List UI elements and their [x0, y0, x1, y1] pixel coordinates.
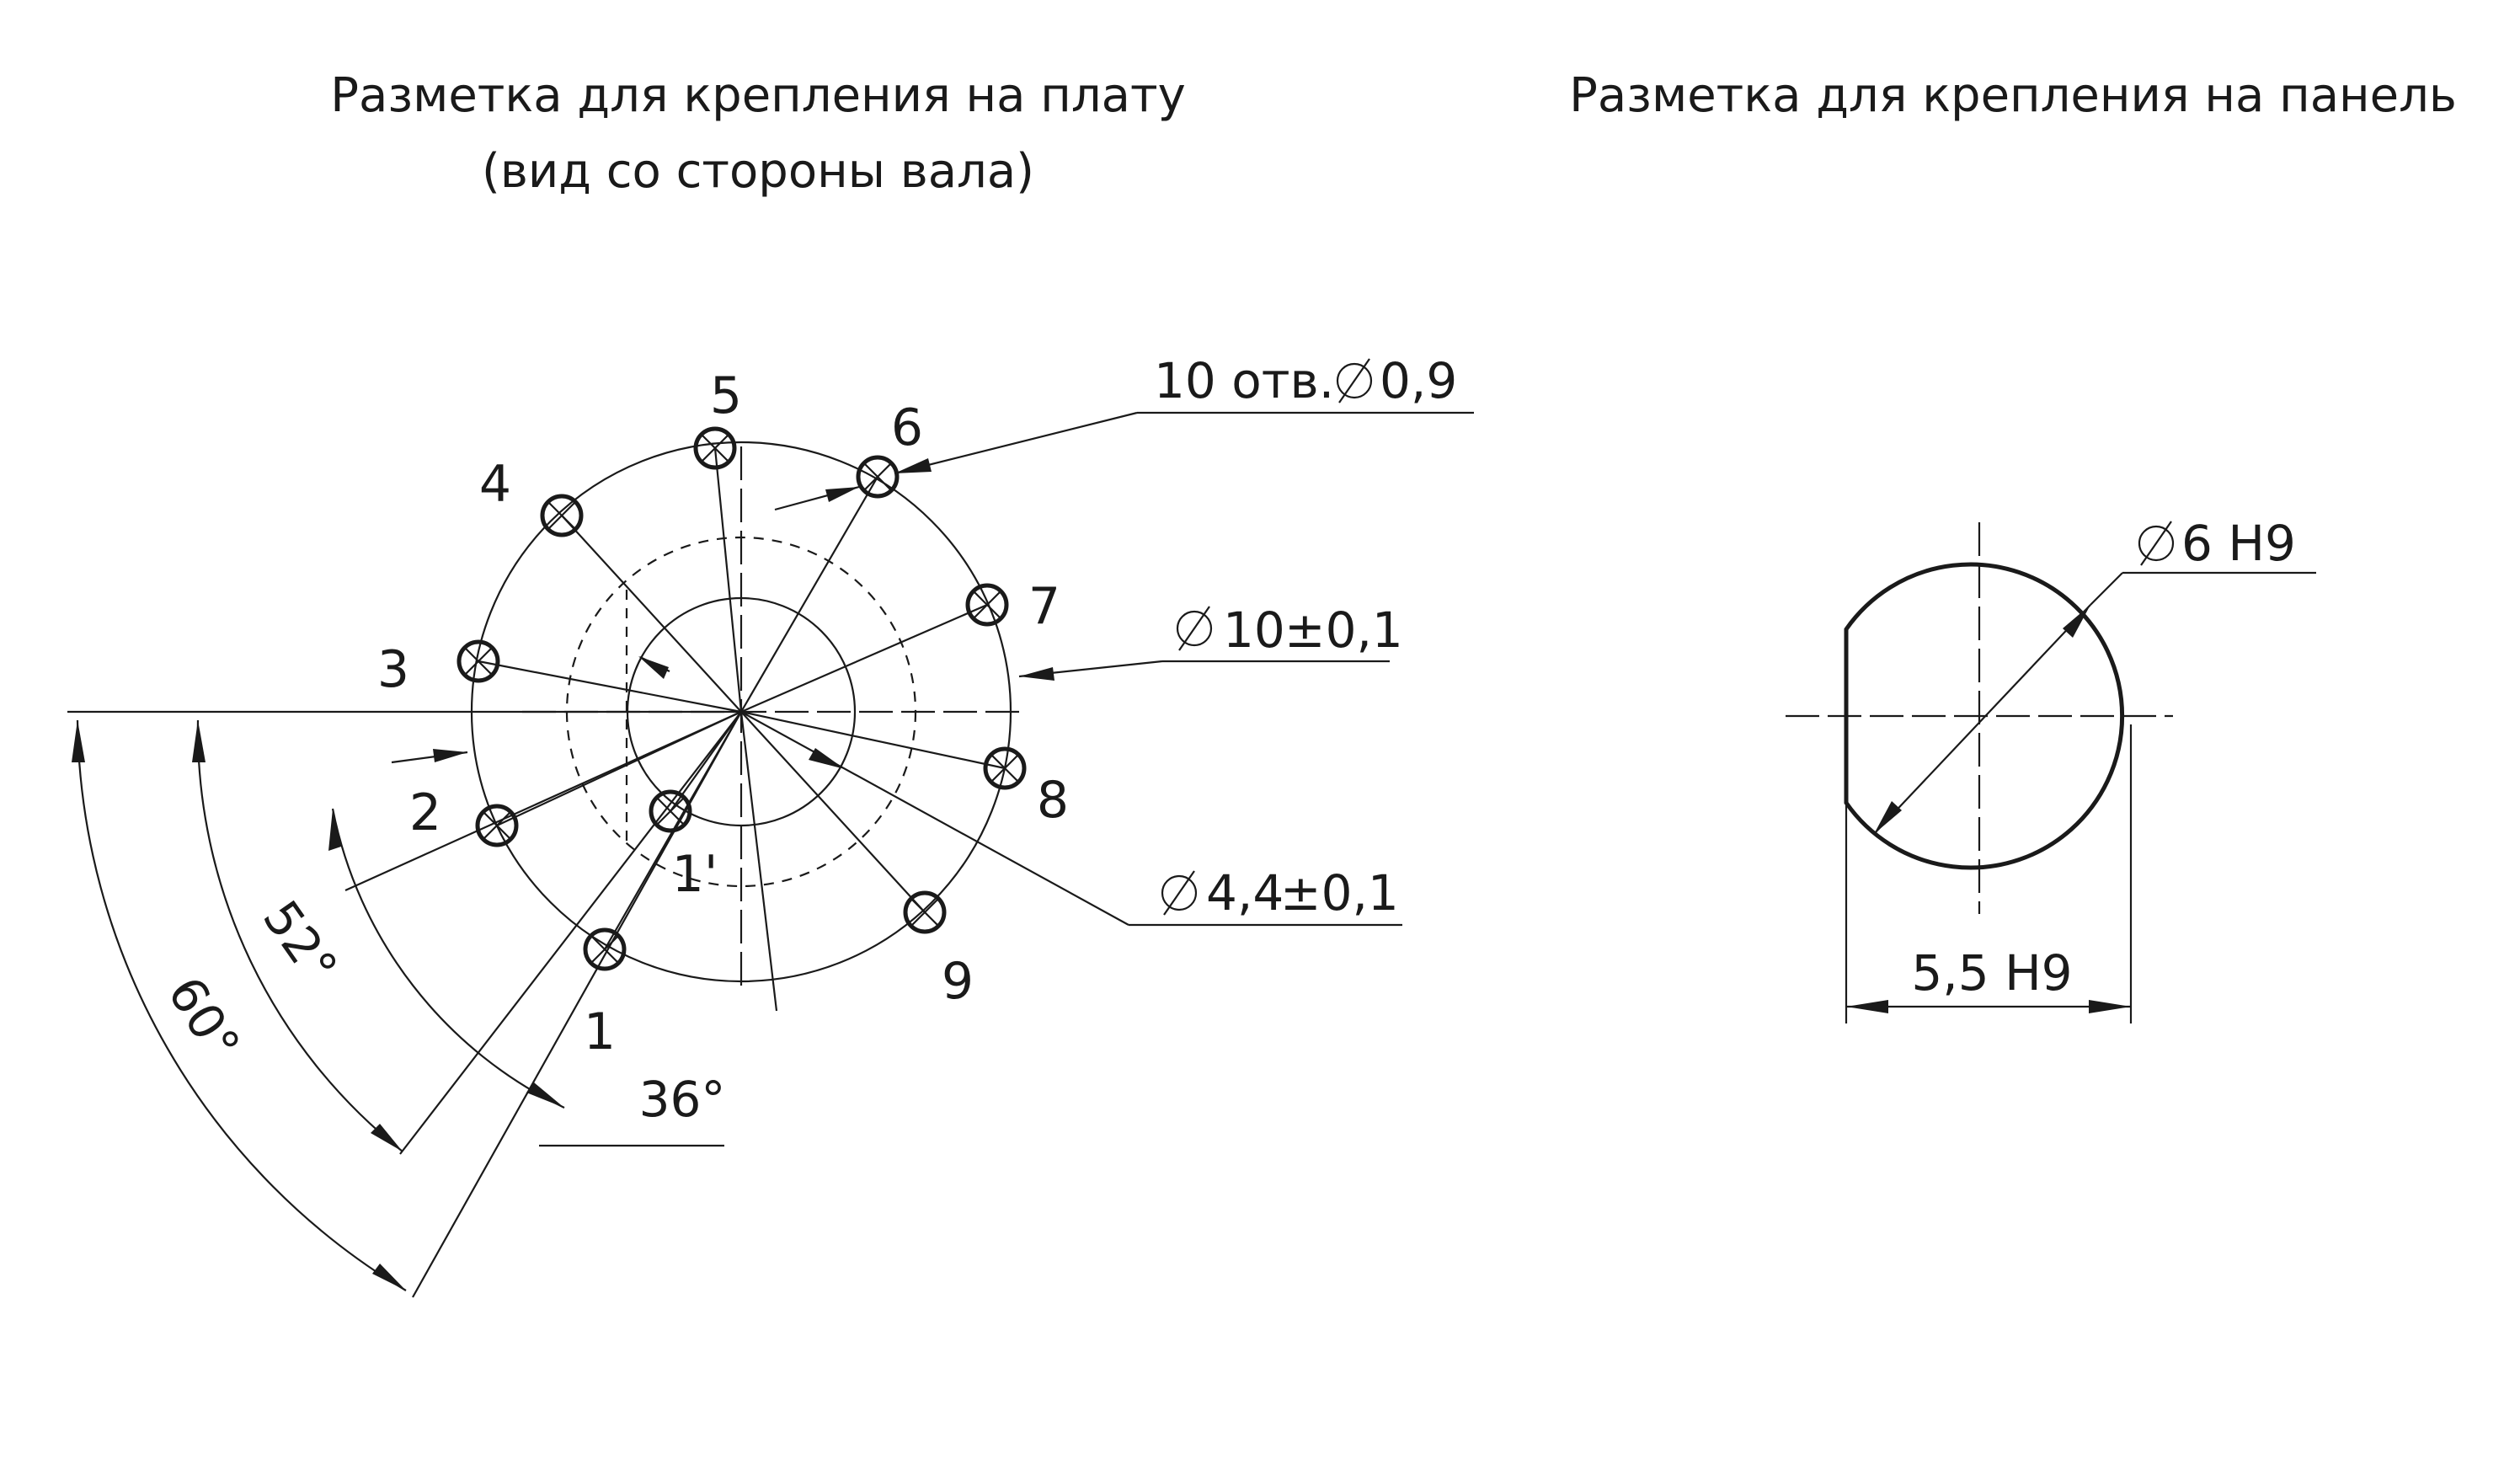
angle-36-arc — [333, 809, 564, 1108]
hole-7 — [968, 585, 1006, 624]
hole-3 — [459, 642, 498, 681]
diameter-4-4-tolerance: ±0,1 — [1280, 864, 1399, 922]
board-mount-view — [67, 68, 1474, 1297]
angle-36-label: 36° — [638, 1071, 726, 1128]
hole-6 — [858, 457, 897, 496]
panel-width-value: 5,5 Н9 — [1911, 944, 2073, 1002]
hole-4 — [542, 496, 581, 535]
panel-diameter-dim-line — [1874, 605, 2090, 834]
board-title: Разметка для крепления на плату — [330, 68, 1186, 123]
hole-8 — [985, 749, 1024, 788]
panel-title: Разметка для крепления на панель — [1569, 68, 2457, 123]
diameter-symbol-10-icon — [1177, 607, 1211, 650]
hole-label-1: 1 — [583, 1002, 617, 1061]
diameter-symbol-panel-icon — [2139, 521, 2173, 565]
holes-diameter-value: 0,9 — [1380, 352, 1458, 409]
radial-line-60 — [413, 712, 741, 1297]
panel-diameter-value: 6 Н9 — [2181, 515, 2296, 572]
angle-52-label: 52° — [252, 890, 349, 995]
hole-label-3: 3 — [376, 640, 410, 699]
hole-9 — [905, 893, 944, 932]
hole-1 — [585, 930, 624, 969]
hole-label-6: 6 — [890, 398, 924, 457]
diameter-4-4-leader-line — [741, 712, 1129, 925]
board-subtitle: (вид со стороны вала) — [481, 144, 1035, 199]
holes-count-note: 10 отв. — [1154, 352, 1335, 409]
holes-leader-line — [894, 413, 1137, 473]
hole-5 — [696, 429, 734, 468]
angle-60-arc — [77, 720, 406, 1291]
hole-label-8: 8 — [1036, 771, 1070, 830]
hole-label-2: 2 — [408, 783, 442, 842]
hole-label-1-prime: 1' — [671, 845, 718, 904]
hole-label-7: 7 — [1028, 577, 1061, 636]
diameter-symbol-4-4-icon — [1162, 871, 1196, 915]
hole-label-9: 9 — [941, 952, 974, 1011]
hole-2 — [478, 806, 516, 845]
angle-60-label: 60° — [156, 966, 252, 1072]
hole-label-4: 4 — [478, 455, 512, 514]
panel-mount-view — [1569, 68, 2457, 1023]
holes-leader-arrow — [894, 458, 932, 473]
hole-label-5: 5 — [709, 366, 743, 425]
diameter-4-4-value: 4,4 — [1206, 864, 1284, 922]
diameter-10-tolerance: ±0,1 — [1284, 601, 1403, 659]
diameter-symbol-holes-icon — [1337, 359, 1371, 403]
diameter-10-value: 10 — [1223, 601, 1285, 659]
